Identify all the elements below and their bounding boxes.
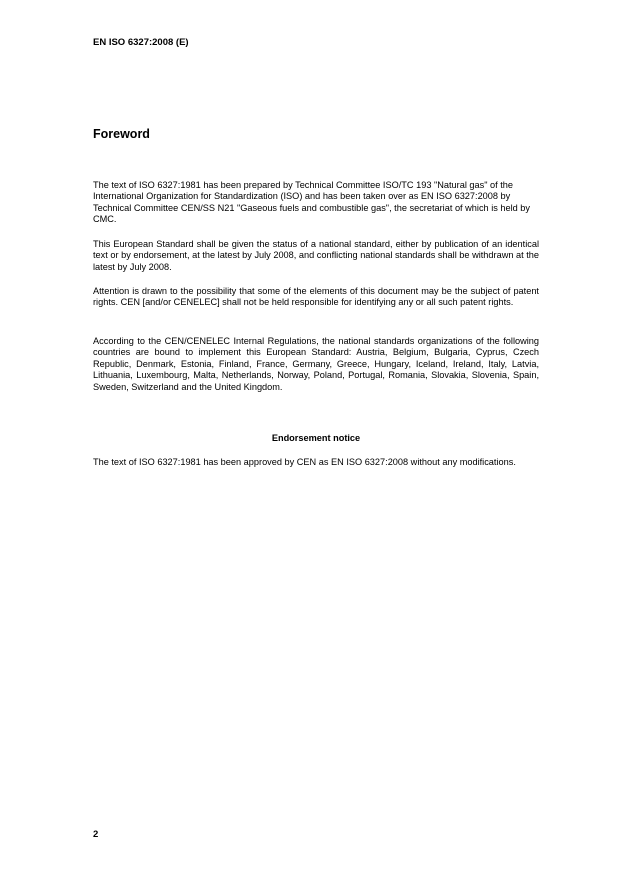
foreword-heading: Foreword <box>93 127 150 141</box>
foreword-paragraph-4: According to the CEN/CENELEC Internal Regulations, the national standards organizations of the following countries are bound to implement this European Standard: Austria, Belgium, Bulgaria, Cyprus, Czech Republic, Denmark, Estonia, Finland, France, Germany, Greece, Hungary, Iceland, Ireland, Italy, Latvia, Lithuania, Luxembourg, Malta, Netherlands, Norway, Poland, Portugal, Romania, Slovakia, Slovenia, Spain, Sweden, Switzerland and the United Kingdom. <box>93 336 539 392</box>
foreword-paragraph-1: The text of ISO 6327:1981 has been prepared by Technical Committee ISO/TC 193 "Natural gas" of the International Organization for Standardization (ISO) and has been taken over as EN ISO 6327:2008 by Technical Committee CEN/SS N21 "Gaseous fuels and combustible gas", the secretariat of which is held by CMC. <box>93 180 531 225</box>
endorsement-paragraph: The text of ISO 6327:1981 has been approved by CEN as EN ISO 6327:2008 without any modifications. <box>93 457 516 467</box>
foreword-paragraph-2: This European Standard shall be given the status of a national standard, either by publication of an identical text or by endorsement, at the latest by July 2008, and conflicting national standards shall be withdrawn at the latest by July 2008. <box>93 239 539 272</box>
document-header: EN ISO 6327:2008 (E) <box>93 37 189 48</box>
page-number: 2 <box>93 829 99 840</box>
endorsement-heading: Endorsement notice <box>271 433 361 443</box>
foreword-paragraph-3: Attention is drawn to the possibility that some of the elements of this document may be the subject of patent rights. CEN [and/or CENELEC] shall not be held responsible for identifying any or all such patent rights. <box>93 286 539 308</box>
